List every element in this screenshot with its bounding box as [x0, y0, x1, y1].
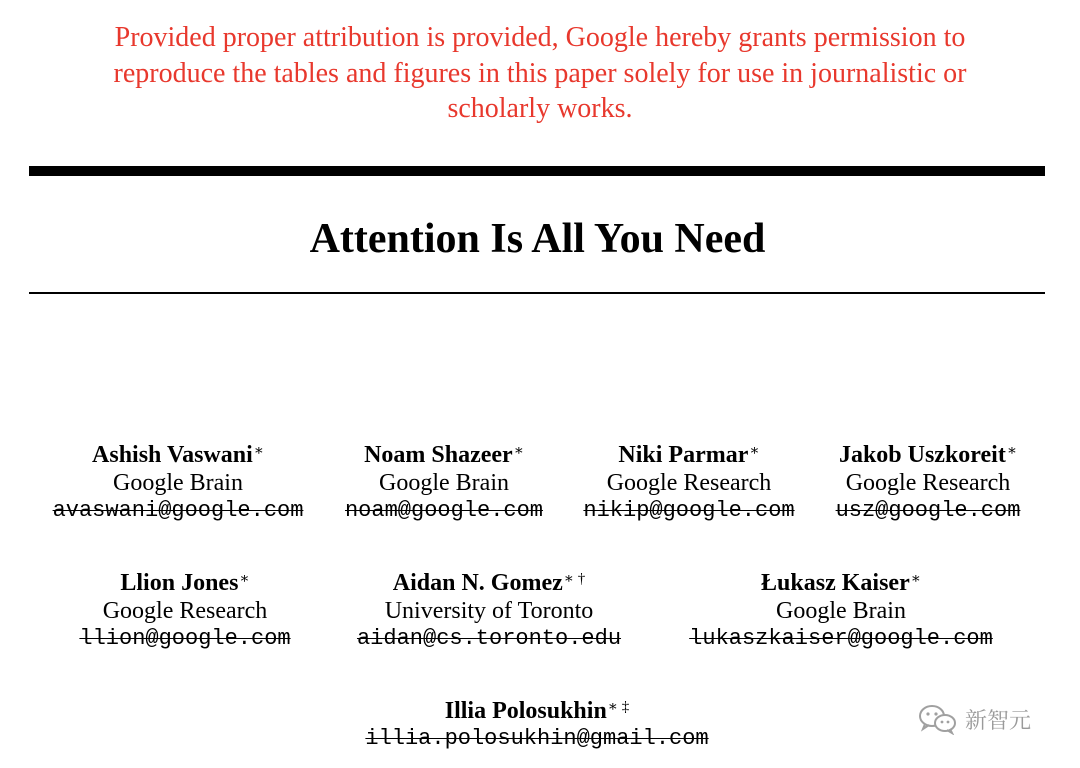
permission-notice-line-2: reproduce the tables and figures in this paper solely for use in journalistic or — [113, 57, 967, 89]
author-email: aidan@cs.toronto.edu — [356, 626, 622, 651]
author-mark: ∗ — [253, 443, 264, 459]
author-name: Ashish Vaswani — [92, 442, 253, 468]
author-email: usz@google.com — [835, 498, 1021, 523]
title-rule — [29, 292, 1045, 294]
author-block — [836, 437, 1021, 525]
author-name: Łukasz Kaiser — [761, 570, 910, 596]
author-email: llion@google.com — [79, 626, 291, 651]
permission-notice-line-1: Provided proper attribution is provided, Google hereby grants permission to — [114, 22, 966, 53]
author-affiliation: Google Research — [606, 470, 772, 496]
author-affiliation: Google Research — [102, 598, 268, 624]
permission-notice-line-3: scholarly works. — [447, 93, 633, 124]
author-name: Jakob Uszkoreit — [838, 442, 1006, 468]
author-name: Aidan N. Gomez — [392, 570, 563, 596]
author-name: Noam Shazeer — [364, 442, 513, 468]
author-affiliation: Google Brain — [379, 470, 509, 496]
author-block — [583, 437, 794, 525]
permission-notice — [40, 20, 1040, 127]
wechat-icon — [917, 703, 957, 735]
author-name: Illia Polosukhin — [444, 698, 607, 724]
author-email: lukaszkaiser@google.com — [689, 626, 993, 651]
author-email: noam@google.com — [344, 498, 544, 523]
author-block — [689, 565, 993, 653]
author-name: Llion Jones — [120, 570, 239, 596]
watermark-text: 新智元 — [965, 708, 1032, 734]
author-email: illia.polosukhin@gmail.com — [365, 726, 709, 751]
watermark — [917, 703, 1031, 735]
author-block — [345, 437, 543, 525]
top-rule — [29, 166, 1045, 176]
author-mark: ∗ — [1006, 443, 1018, 459]
author-block — [357, 565, 621, 653]
author-affiliation: Google Research — [845, 470, 1011, 496]
author-mark: ∗ — [513, 443, 524, 459]
author-mark: ∗ † — [563, 571, 586, 587]
author-name: Niki Parmar — [618, 442, 749, 468]
author-block — [53, 437, 304, 525]
author-mark: ∗ — [239, 571, 250, 587]
author-affiliation: Google Brain — [776, 598, 906, 624]
author-block — [365, 693, 708, 753]
author-mark: ∗ ‡ — [607, 699, 630, 715]
author-email: nikip@google.com — [583, 498, 795, 523]
author-mark: ∗ — [910, 571, 921, 587]
author-affiliation: University of Toronto — [384, 598, 594, 624]
author-block — [79, 565, 290, 653]
paper-title: Attention Is All You Need — [309, 216, 766, 262]
author-mark: ∗ — [749, 443, 760, 459]
author-email: avaswani@google.com — [52, 498, 304, 523]
author-affiliation: Google Brain — [113, 470, 243, 496]
